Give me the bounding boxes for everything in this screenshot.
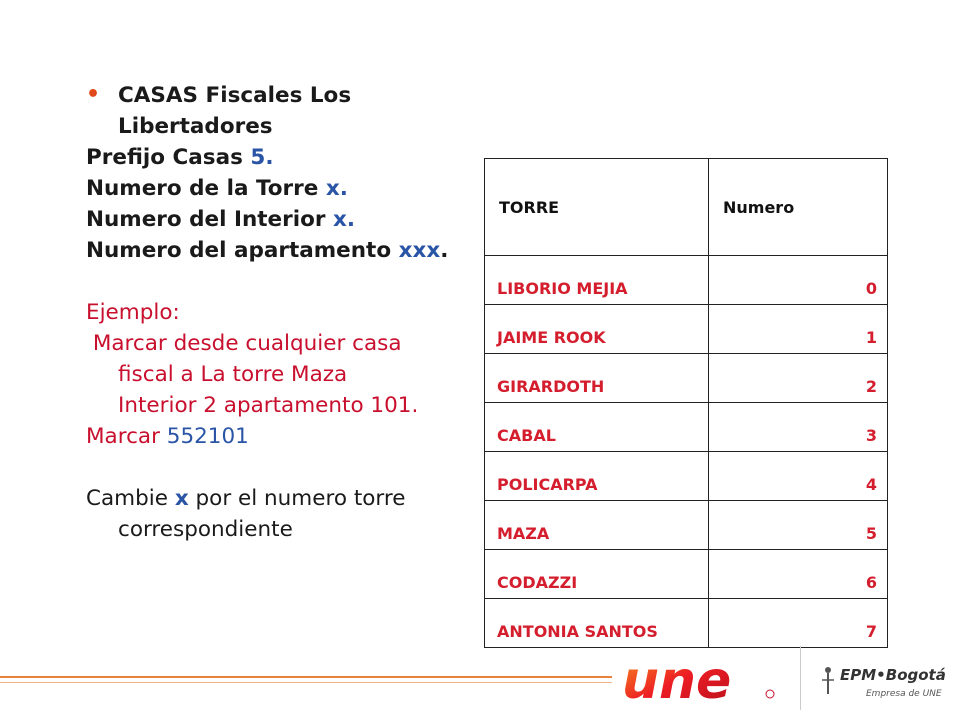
cambie-line: [86, 483, 486, 514]
marcar-value: 552101: [166, 424, 249, 449]
cambie-suffix: por el numero torre: [188, 486, 406, 511]
table-row: [485, 599, 888, 648]
tower-number: 5: [709, 501, 888, 550]
apartamento-line: [86, 235, 486, 266]
tower-name: CODAZZI: [485, 550, 709, 599]
ejemplo-line-3: Interior 2 apartamento 101.: [118, 393, 419, 418]
interior-label: Numero del Interior: [86, 207, 333, 232]
header-torre: TORRE: [485, 159, 709, 256]
interior-line: [86, 204, 486, 235]
tower-number: 3: [709, 403, 888, 452]
table-header-row: [485, 159, 888, 256]
footer-divider: [0, 676, 612, 678]
ejemplo-label: Ejemplo:: [86, 300, 180, 325]
bullet-title: [86, 80, 486, 142]
epm-emblem-icon: [822, 667, 834, 694]
tower-number: 4: [709, 452, 888, 501]
prefijo-line: [86, 142, 486, 173]
epm-logo-subtext: Empresa de UNE: [866, 689, 942, 699]
table-row: [485, 354, 888, 403]
une-logo: [618, 652, 778, 708]
interior-value: x.: [332, 207, 356, 232]
tower-table: [484, 158, 888, 648]
tower-name: JAIME ROOK: [485, 305, 709, 354]
tower-name: LIBORIO MEJIA: [485, 256, 709, 305]
cambie-line-2: correspondiente: [118, 517, 293, 542]
ejemplo-line-2: fiscal a La torre Maza: [118, 362, 348, 387]
table-row: [485, 403, 888, 452]
registered-icon: [766, 690, 774, 698]
tower-number: 2: [709, 354, 888, 403]
prefijo-label: Prefijo Casas: [86, 145, 251, 170]
tower-name: POLICARPA: [485, 452, 709, 501]
table-row: [485, 550, 888, 599]
tower-name: MAZA: [485, 501, 709, 550]
marcar-label: Marcar: [86, 424, 167, 449]
table-row: [485, 256, 888, 305]
tower-name: ANTONIA SANTOS: [485, 599, 709, 648]
prefijo-value: 5.: [250, 145, 274, 170]
slide-text: [86, 80, 486, 545]
tower-number: 1: [709, 305, 888, 354]
bullet-dot-icon: •: [86, 82, 101, 107]
title-line-2: Libertadores: [118, 114, 273, 139]
torre-value: x.: [325, 176, 348, 201]
tower-number: 0: [709, 256, 888, 305]
table-row: [485, 501, 888, 550]
cambie-x: x: [174, 486, 189, 511]
table-row: [485, 452, 888, 501]
tower-name: CABAL: [485, 403, 709, 452]
epm-bogota-logo: [818, 660, 958, 702]
apartamento-label: Numero del apartamento: [86, 238, 399, 263]
apartamento-value: xxx: [398, 238, 441, 263]
ejemplo-block: [86, 328, 486, 421]
tower-number: 6: [709, 550, 888, 599]
footer-divider-thin: [0, 682, 612, 683]
epm-logo-text: EPM•Bogotá: [840, 666, 946, 684]
torre-label: Numero de la Torre: [86, 176, 326, 201]
torre-line: [86, 173, 486, 204]
logo-separator: [800, 646, 801, 710]
ejemplo-line-1: Marcar desde cualquier casa: [86, 331, 402, 356]
title-line-1: CASAS Fiscales Los: [118, 83, 352, 108]
apartamento-suffix: .: [440, 238, 449, 263]
tower-number: 7: [709, 599, 888, 648]
cambie-prefix: Cambie: [86, 486, 175, 511]
table-row: [485, 305, 888, 354]
header-numero: Numero: [709, 159, 888, 256]
tower-name: GIRARDOTH: [485, 354, 709, 403]
une-logo-text: une: [622, 652, 732, 708]
marcar-line: [86, 421, 486, 452]
